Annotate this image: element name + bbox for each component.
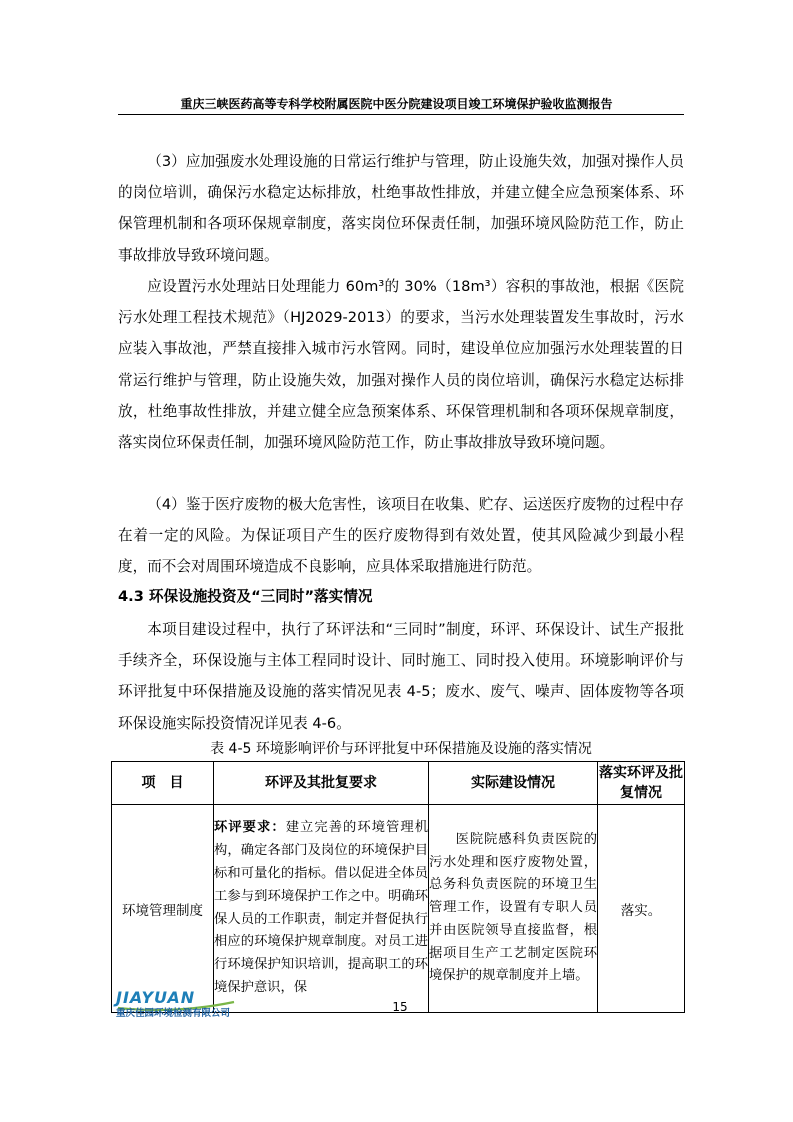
header-actual: 实际建设情况	[429, 762, 598, 805]
row-item: 环境管理制度	[112, 805, 214, 1013]
paragraph-three-simultaneous: 本项目建设过程中，执行了环评法和“三同时”制度，环评、环保设计、试生产报批手续齐全，环保设施与主体工程同时设计、同时施工、同时投入使用。环境影响评价与环评批复中环保措施及设施的落实情况见表 4-5；废水、废气、噪声、固体废物等各项环保设施实际投资情况详见表 4-6。	[118, 621, 684, 732]
table-header-row	[112, 762, 685, 805]
row-requirement	[214, 805, 429, 1013]
page-number: 15	[392, 1000, 408, 1014]
header-divider	[118, 114, 684, 115]
logo-wordmark: JIAYUAN	[116, 988, 196, 1007]
company-name: 重庆佳园环境检测有限公司	[116, 1008, 231, 1019]
paragraph-medical-waste: （4）鉴于医疗废物的极大危害性，该项目在收集、贮存、运送医疗废物的过程中存在着一定的风险。为保证项目产生的医疗废物得到有效处置，使其风险减少到最小程度，而不会对周围环境造成不良影响，应具体采取措施进行防范。	[118, 496, 684, 576]
requirement-text: 建立完善的环境管理机构，确定各部门及岗位的环境保护目标和可量化的指标。借以促进全体员工参与到环境保护工作之中。明确环保人员的工作职责，制定并督促执行相应的环境保护规章制度。对员工进行环境保护知识培训，提高职工的环境保护意识，保	[214, 820, 429, 995]
paragraph-wastewater-maintenance: （3）应加强废水处理设施的日常运行维护与管理，防止设施失效，加强对操作人员的岗位培训，确保污水稳定达标排放，杜绝事故性排放，并建立健全应急预案体系、环保管理机制和各项环保规章制度，落实岗位环保责任制，加强环境风险防范工作，防止事故排放导致环境问题。	[118, 153, 684, 264]
section-heading-4-3: 4.3 环保设施投资及“三同时”落实情况	[118, 588, 373, 605]
table-caption: 表 4-5 环境影响评价与环评批复中环保措施及设施的落实情况	[210, 741, 592, 757]
requirement-label: 环评要求：	[214, 820, 286, 836]
row-result: 落实。	[598, 805, 685, 1013]
header-requirement: 环评及其批复要求	[214, 762, 429, 805]
report-header-title: 重庆三峡医药高等专科学校附属医院中医分院建设项目竣工环境保护验收监测报告	[180, 97, 613, 111]
measures-table	[111, 761, 685, 1013]
header-item: 项 目	[112, 762, 214, 805]
table-row	[112, 805, 685, 1013]
header-result: 落实环评及批复情况	[598, 762, 685, 805]
paragraph-accident-pool: 应设置污水处理站日处理能力 60m³的 30%（18m³）容积的事故池，根据《医院污水处理工程技术规范》（HJ2029-2013）的要求，当污水处理装置发生事故时，污水应装入事故池，严禁直接排入城市污水管网。同时，建设单位应加强污水处理装置的日常运行维护与管理，防止设施失效，加强对操作人员的岗位培训，确保污水稳定达标排放，杜绝事故性排放，并建立健全应急预案体系、环保管理机制和各项环保规章制度，落实岗位环保责任制，加强环境风险防范工作，防止事故排放导致环境问题。	[118, 278, 684, 452]
row-actual: 医院院感科负责医院的污水处理和医疗废物处置，总务科负责医院的环境卫生管理工作，设置有专职人员并由医院领导直接监督，根据项目生产工艺制定医院环境保护的规章制度并上墙。	[429, 805, 598, 1013]
